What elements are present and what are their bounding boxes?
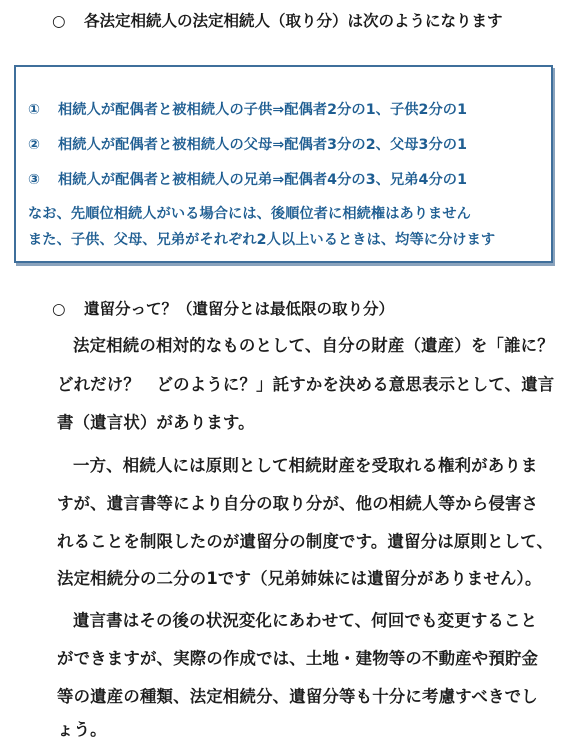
item-text: 相続人が配偶者と被相続人の父母⇒配偶者3分の2、父母3分の1 bbox=[58, 137, 468, 153]
item-text: 相続人が配偶者と被相続人の兄弟⇒配偶者4分の3、兄弟4分の1 bbox=[58, 172, 468, 188]
paragraph-line: すが、遺言書等により自分の取り分が、他の相続人等から侵害さ bbox=[57, 494, 539, 513]
section-heading-legal-shares bbox=[52, 9, 503, 31]
item-number: ① bbox=[28, 102, 41, 118]
circle-bullet-icon: ○ bbox=[52, 12, 66, 30]
item-text: 相続人が配偶者と被相続人の子供⇒配偶者2分の1、子供2分の1 bbox=[58, 102, 468, 118]
circle-bullet-icon: ○ bbox=[52, 300, 66, 318]
section-heading-reserved-portion bbox=[52, 297, 394, 319]
paragraph-line: 遺言書はその後の状況変化にあわせて、何回でも変更すること bbox=[73, 611, 538, 630]
paragraph-line: 法定相続分の二分の1です（兄弟姉妹には遺留分がありません）。 bbox=[57, 569, 542, 588]
item-number: ② bbox=[28, 137, 41, 153]
paragraph-line: ょう。 bbox=[57, 720, 107, 739]
share-item-children bbox=[28, 99, 467, 119]
paragraph-line: れることを制限したのが遺留分の制度です。遺留分は原則として、 bbox=[57, 532, 554, 551]
paragraph-line: 一方、相続人には原則として相続財産を受取れる権利がありま bbox=[73, 456, 538, 475]
item-number: ③ bbox=[28, 172, 41, 188]
box-note-equal-split: また、子供、父母、兄弟がそれぞれ2人以上いるときは、均等に分けます bbox=[28, 232, 496, 248]
box-note-priority: なお、先順位相続人がいる場合には、後順位者に相続権はありません bbox=[28, 206, 471, 222]
paragraph-line: 等の遺産の種類、法定相続分、遺留分等も十分に考慮すべきでし bbox=[57, 687, 538, 706]
share-item-siblings bbox=[28, 169, 467, 189]
paragraph-line: どれだけ？ どのように？」託すかを決める意思表示として、遺言 bbox=[57, 375, 555, 394]
section-heading-text: 各法定相続人の法定相続人（取り分）は次のようになります bbox=[84, 12, 503, 30]
section-heading-text: 遺留分って？（遺留分とは最低限の取り分） bbox=[84, 300, 395, 318]
paragraph-line: 書（遺言状）があります。 bbox=[57, 413, 255, 432]
paragraph-line: 法定相続の相対的なものとして、自分の財産（遺産）を「誰に？ bbox=[73, 336, 554, 355]
legal-shares-box bbox=[14, 65, 553, 263]
share-item-parents bbox=[28, 134, 467, 154]
paragraph-line: ができますが、実際の作成では、土地・建物等の不動産や預貯金 bbox=[57, 649, 539, 668]
